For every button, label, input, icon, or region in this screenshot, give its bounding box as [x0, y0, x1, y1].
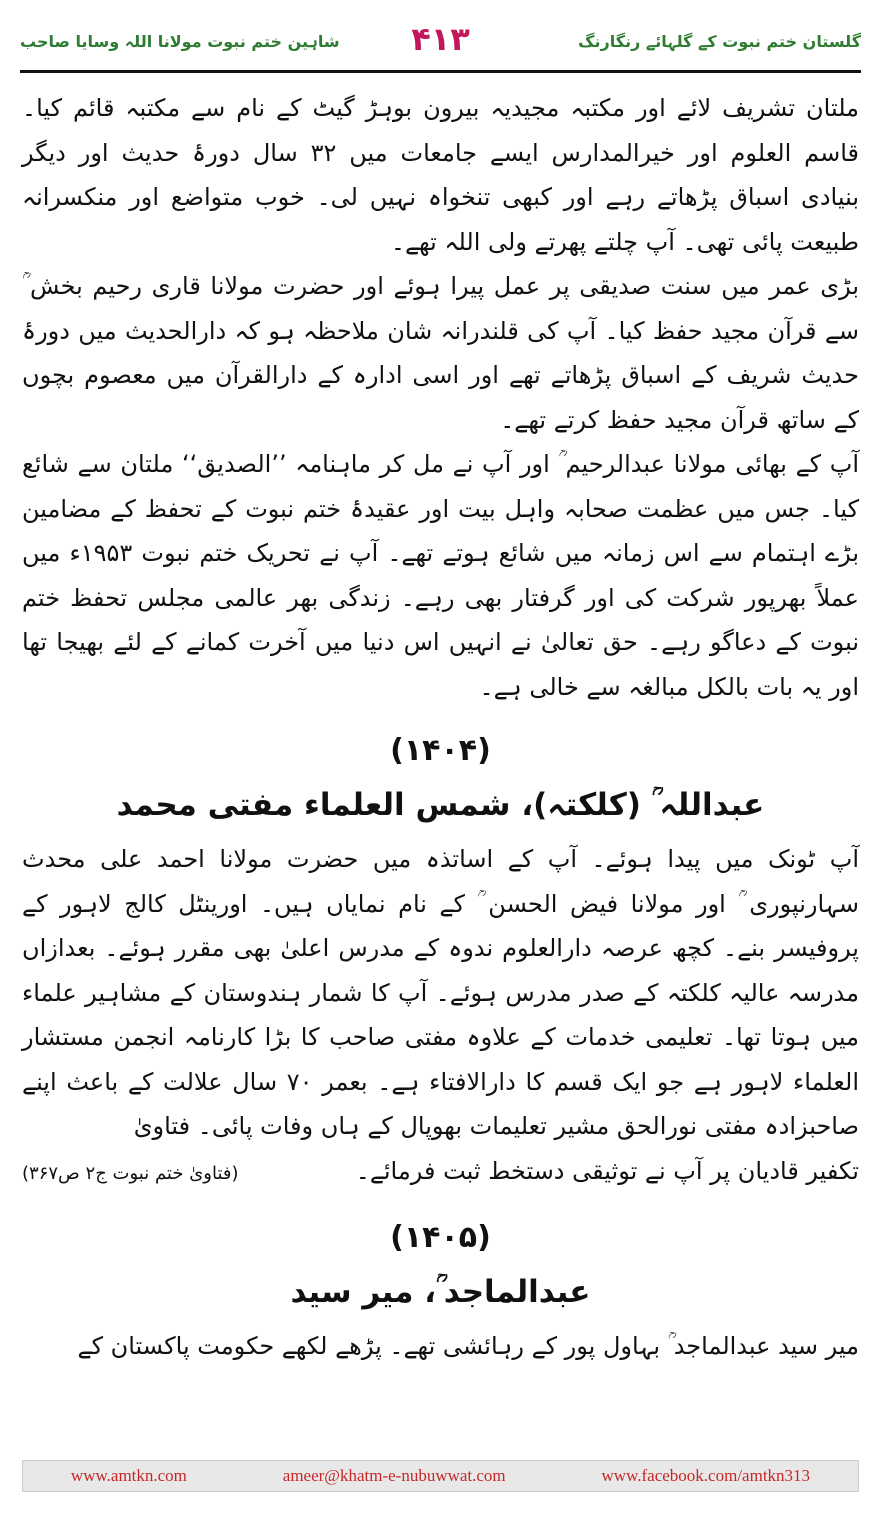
intro-paragraph-3: آپ کے بھائی مولانا عبدالرحیم ؒ اور آپ نے مل کر ماہنامہ ’’الصدیق‘‘ ملتان سے شائع کیا۔ جس میں عظمت صحابہ واہل بیت اور عقیدۂ ختم نبوت کے تحفظ کے مضامین بڑے اہتمام سے اس زمانہ میں شائع ہوتے تھے۔ آپ نے تحریک ختم نبوت ۱۹۵۳ء میں عملاً بھرپور شرکت کی اور گرفتار بھی رہے۔ زندگی بھر عالمی مجلس تحفظ ختم نبوت کے دعاگو رہے۔ حق تعالیٰ نے انہیں اس دنیا میں آخرت کمانے کے لئے بھیجا تھا اور یہ بات بالکل مبالغہ سے خالی ہے۔	[22, 450, 860, 701]
entry-1405-body: میر سید عبدالماجد ؒ بہاول پور کے رہائشی تھے۔ پڑھے لکھے حکومت پاکستان کے	[77, 1332, 859, 1360]
intro-paragraph-1: ملتان تشریف لائے اور مکتبہ مجیدیہ بیرون بوہڑ گیٹ کے نام سے مکتبہ قائم کیا۔ قاسم العلوم اور خیرالمدارس ایسے جامعات میں ۳۲ سال دورۂ حدیث اور دیگر بنیادی اسباق پڑھاتے رہے اور کبھی تنخواہ نہیں لی۔ خوب متواضع اور منکسرانہ طبیعت پائی تھی۔ آپ چلتے پھرتے ولی اللہ تھے۔	[22, 94, 859, 256]
footer-email-link[interactable]: ameer@khatm-e-nubuwwat.com	[282, 1466, 506, 1485]
header-divider	[20, 70, 861, 73]
entry-1404-last-line	[22, 1149, 859, 1197]
page-content	[22, 86, 859, 1369]
page-header	[20, 18, 861, 68]
entry-1404-number: (۱۴۰۴)	[390, 733, 491, 768]
page-footer	[22, 1460, 859, 1492]
header-book-title: گلستان ختم نبوت کے گلہائے رنگارنگ	[578, 32, 861, 51]
page-number: ۴۱۳	[411, 20, 470, 58]
footer-website-link[interactable]: www.amtkn.com	[70, 1466, 187, 1485]
entry-1404-body: آپ ٹونک میں پیدا ہوئے۔ آپ کے اساتذہ میں حضرت مولانا احمد علی محدث سہارنپوری ؒ اور مولانا فیض الحسن ؒ کے نام نمایاں ہیں۔ اورینٹل کالج لاہور کے پروفیسر بنے۔ کچھ عرصہ دارالعلوم ندوہ کے مدرس اعلیٰ بھی مقرر ہوئے۔ بعدازاں مدرسہ عالیہ کلکتہ کے صدر مدرس ہوئے۔ آپ کا شمار ہندوستان کے مشاہیر علماء میں ہوتا تھا۔ تعلیمی خدمات کے علاوہ مفتی صاحب کا بڑا کارنامہ انجمن مستشار العلماء لاہور ہے جو ایک قسم کا دارالافتاء ہے۔ بعمر ۷۰ سال علالت کے باعث اپنے صاحبزادہ مفتی نورالحق مشیر تعلیمات بھوپال کے ہاں وفات پائی۔ فتاویٰ	[22, 845, 859, 1140]
entry-1404-closing-text: تکفیر قادیان پر آپ نے توثیقی دستخط ثبت فرمائے۔	[355, 1156, 859, 1185]
entry-1404-title: عبداللہ ؒ (کلکتہ)، شمس العلماء مفتی محمد	[116, 787, 765, 823]
footer-facebook-link[interactable]: www.facebook.com/amtkn313	[601, 1466, 811, 1485]
entry-1404-reference: (فتاویٰ ختم نبوت ج۲ ص۳۶۷)	[22, 1162, 239, 1184]
entry-1405-number: (۱۴۰۵)	[390, 1220, 491, 1255]
header-author-title: شاہین ختم نبوت مولانا اللہ وسایا صاحب	[20, 32, 340, 51]
intro-paragraph-2: بڑی عمر میں سنت صدیقی پر عمل پیرا ہوئے اور حضرت مولانا قاری رحیم بخش ؒ سے قرآن مجید حفظ کیا۔ آپ کی قلندرانہ شان ملاحظہ ہو کہ دارالحدیث میں دورۂ حدیث شریف کے اسباق پڑھاتے تھے اور اسی ادارہ کے دارالقرآن میں معصوم بچوں کے ساتھ قرآن مجید حفظ کرتے تھے۔	[22, 272, 859, 434]
entry-1405-title: عبدالماجد ؒ، میر سید	[290, 1274, 591, 1310]
